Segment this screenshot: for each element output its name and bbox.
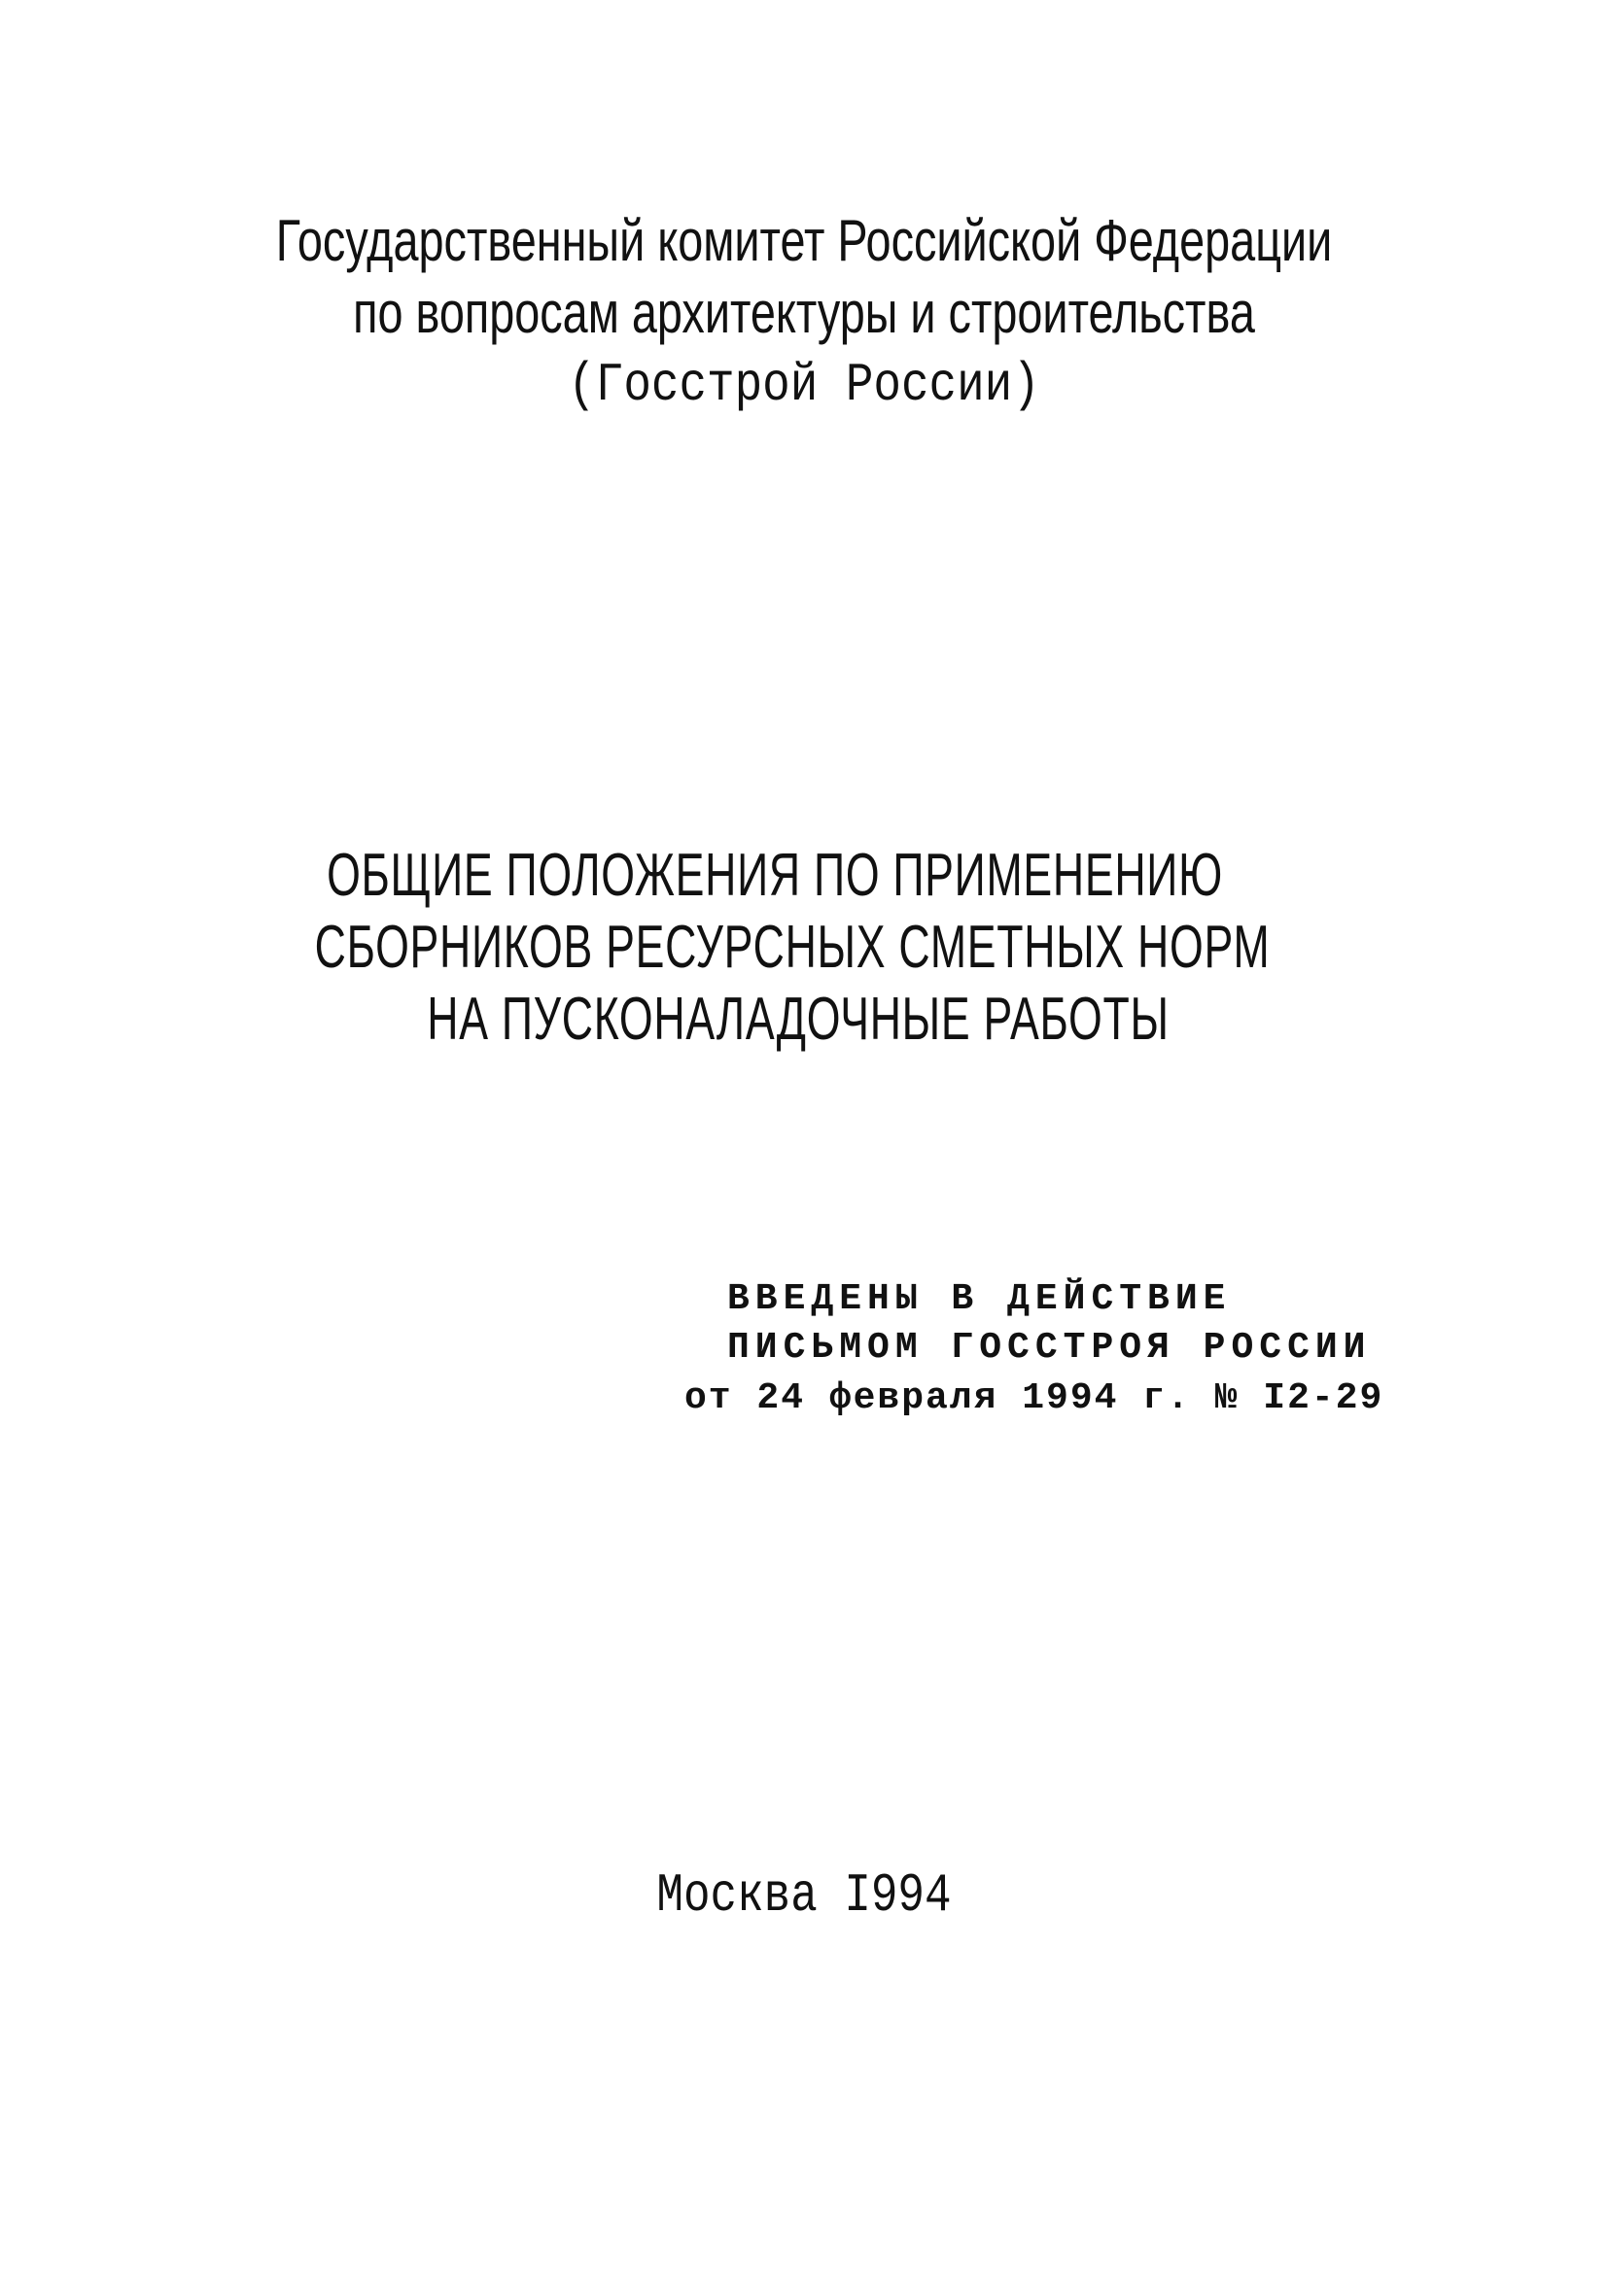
decree-note-line-3: от 24 февраля 1994 г. № I2-29: [684, 1377, 1384, 1419]
issuing-body-line-2: по вопросам архитектуры и строительства: [353, 280, 1255, 345]
issuing-body-line-1: Государственный комитет Российской Федерации: [275, 208, 1333, 273]
document-title-line-2: СБОРНИКОВ РЕСУРСНЫХ СМЕТНЫХ НОРМ: [314, 914, 1271, 981]
decree-note-line-1: ВВЕДЕНЫ В ДЕЙСТВИЕ: [727, 1278, 1232, 1320]
issuing-body-line-3: (Госстрой России): [568, 354, 1040, 416]
document-title-line-1: ОБЩИЕ ПОЛОЖЕНИЯ ПО ПРИМЕНЕНИЮ: [327, 842, 1223, 909]
document-title-line-3: НА ПУСКОНАЛАДОЧНЫЕ РАБОТЫ: [427, 986, 1170, 1053]
place-and-year: Москва I994: [656, 1864, 952, 1927]
decree-note-line-2: ПИСЬМОМ ГОССТРОЯ РОССИИ: [727, 1327, 1372, 1369]
